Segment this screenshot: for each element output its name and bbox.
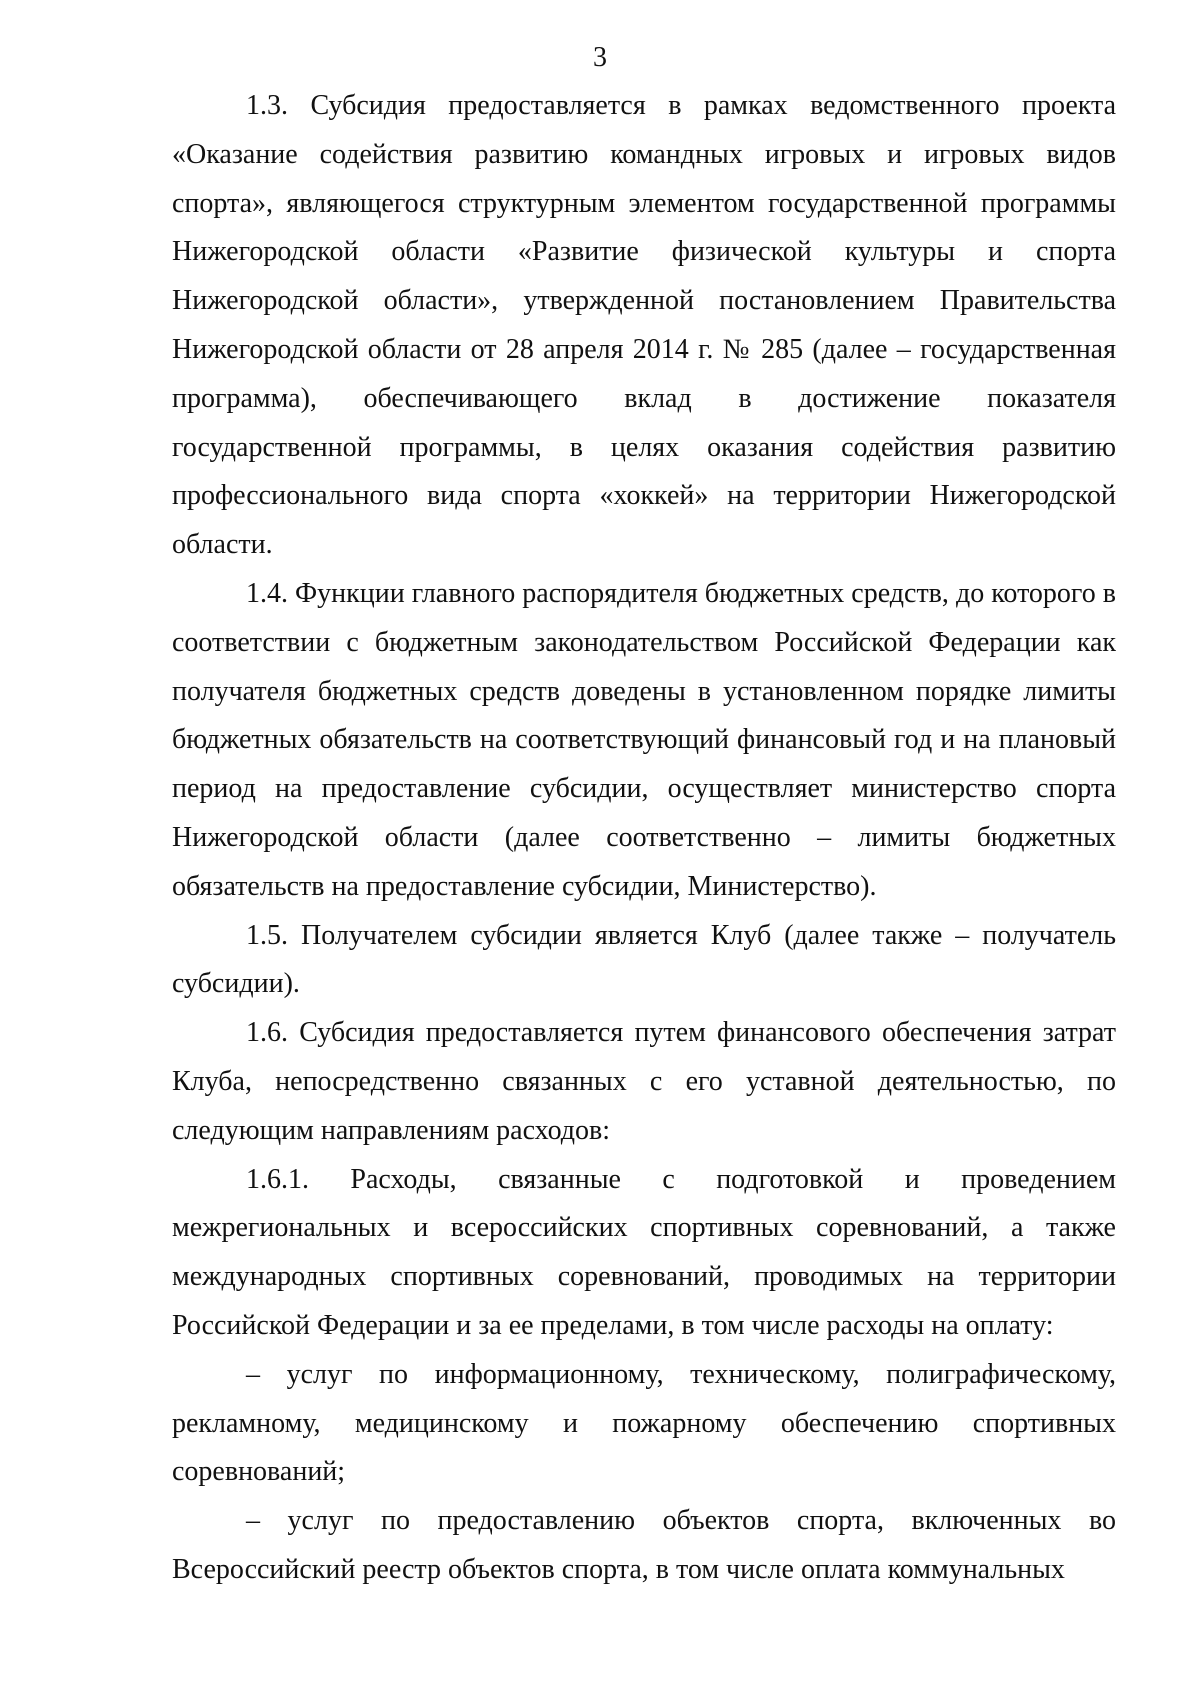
paragraph-1-3: 1.3. Субсидия предоставляется в рамках ведомственного проекта «Оказание содействия развитию командных игровых и игровых видов спорта», являющегося структурным элементом государственной программы Нижегородской области «Развитие физической культуры и спорта Нижегородской области», утвержденной постановлением Правительства Нижегородской области от 28 апреля 2014 г. № 285 (далее – государственная программа), обеспечивающего вклад в достижение показателя государственной программы, в целях оказания содействия развитию профессионального вида спорта «хоккей» на территории Нижегородской области. (172, 90, 1116, 561)
paragraph-1-4: 1.4. Функции главного распорядителя бюджетных средств, до которого в соответствии с бюджетным законодательством Российской Федерации как получателя бюджетных средств доведены в установленном порядке лимиты бюджетных обязательств на соответствующий финансовый год и на плановый период на предоставление субсидии, осуществляет министерство спорта Нижегородской области (далее соответственно – лимиты бюджетных обязательств на предоставление субсидии, Министерство). (172, 577, 1116, 902)
paragraph-1-6-1: 1.6.1. Расходы, связанные с подготовкой и проведением межрегиональных и всероссийских спортивных соревнований, а также международных спортивных соревнований, проводимых на территории Российской Федерации и за ее пределами, в том числе расходы на оплату: (172, 1163, 1116, 1341)
paragraph-1-6: 1.6. Субсидия предоставляется путем финансового обеспечения затрат Клуба, непосредственно связанных с его уставной деятельностью, по следующим направлениям расходов: (172, 1017, 1116, 1146)
page-number: 3 (593, 42, 607, 73)
paragraph-1-5: 1.5. Получателем субсидии является Клуб (далее также – получатель субсидии). (172, 919, 1116, 1000)
document-body (172, 82, 1116, 1595)
list-item-services-info: – услуг по информационному, техническому, полиграфическому, рекламному, медицинскому и пожарному обеспечению спортивных соревнований; (172, 1358, 1116, 1488)
list-item-services-sport-objects: – услуг по предоставлению объектов спорта, включенных во Всероссийский реестр объектов спорта, в том числе оплата коммунальных (172, 1505, 1116, 1585)
